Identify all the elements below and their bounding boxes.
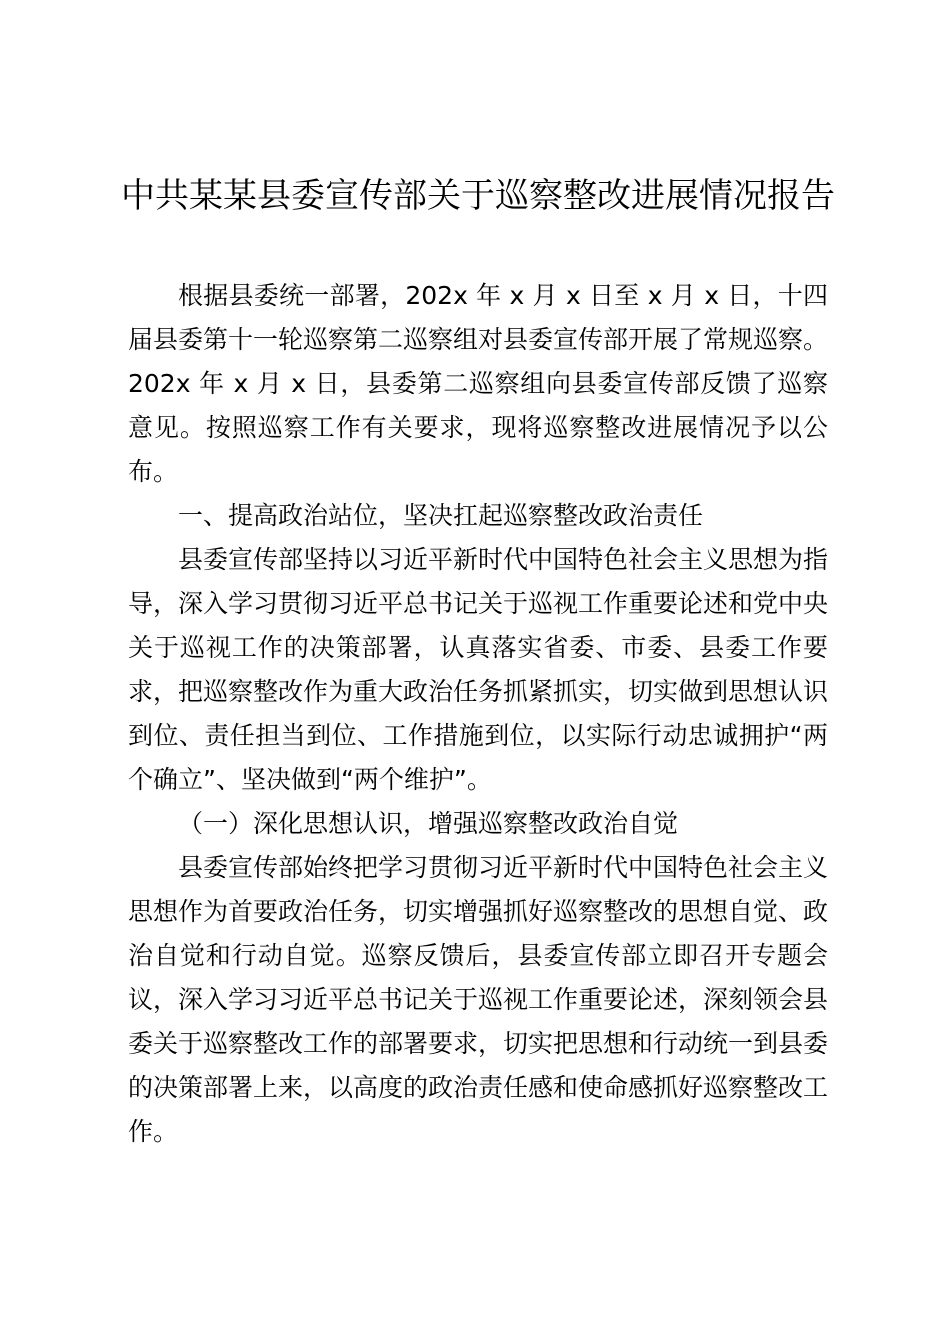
subsection-1-heading: （一）深化思想认识，增强巡察整改政治自觉 [178,809,679,838]
section-1-heading: 一、提高政治站位，坚决扛起巡察整改政治责任 [178,501,704,530]
document-title: 中共某某县委宣传部关于巡察整改进展情况报告 [121,176,835,216]
subsection-1-paragraph: 县委宣传部始终把学习贯彻习近平新时代中国特色社会主义思想作为首要政治任务，切实增强抓好巡察整改的思想自觉、政治自觉和行动自觉。巡察反馈后，县委宣传部立即召开专题会议，深入学习习近平总书记关于巡视工作重要论述，深刻领会县委关于巡察整改工作的部署要求，切实把思想和行动统一到县委的决策部署上来，以高度的政治责任感和使命感抓好巡察整改工作。 [128,853,829,1146]
document-body [128,274,828,1154]
section-1-paragraph: 县委宣传部坚持以习近平新时代中国特色社会主义思想为指导，深入学习贯彻习近平总书记关于巡视工作重要论述和党中央关于巡视工作的决策部署，认真落实省委、市委、县委工作要求，把巡察整改作为重大政治任务抓紧抓实，切实做到思想认识到位、责任担当到位、工作措施到位，以实际行动忠诚拥护“两个确立”、坚决做到“两个维护”。 [128,545,829,794]
intro-paragraph: 根据县委统一部署，202x 年 x 月 x 日至 x 月 x 日，十四届县委第十一轮巡察第二巡察组对县委宣传部开展了常规巡察。202x 年 x 月 x 日，县委第二巡察组向县委宣传部反馈了巡察意见。按照巡察工作有关要求，现将巡察整改进展情况予以公布。 [128,281,829,486]
